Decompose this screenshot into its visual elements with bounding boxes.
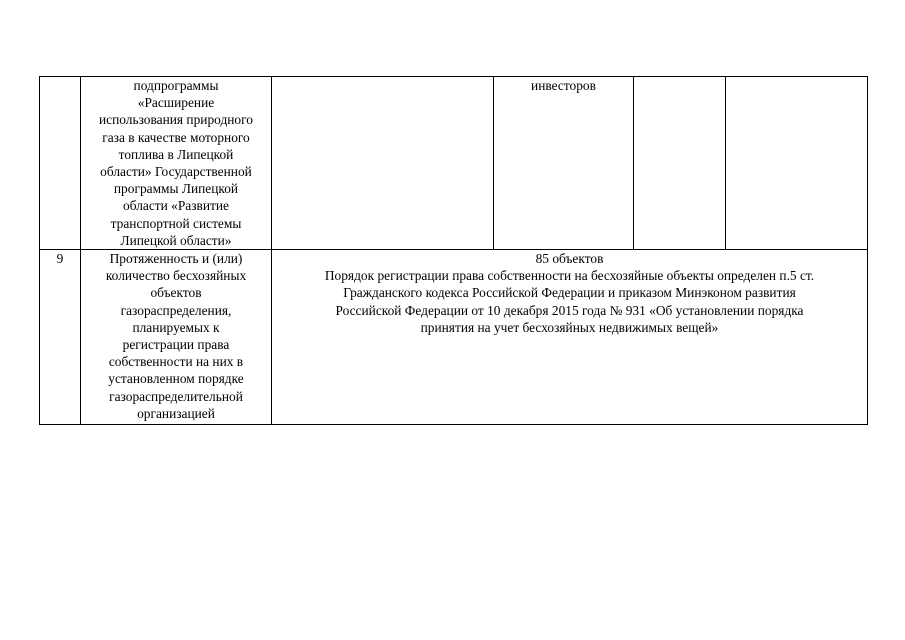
indicator-name-line: Протяженность и (или) [109,251,243,267]
indicator-name-line: программы Липецкой [113,181,239,197]
indicator-name-line: установленном порядке [108,371,244,387]
indicator-name-line: газораспределения, [120,302,232,318]
indicator-name-line: подпрограммы [133,78,219,93]
indicator-name-line: области» Государственной [100,164,252,180]
indicator-name-line: топлива в Липецкой [118,146,234,162]
indicator-name-line: области «Развитие [123,198,229,214]
merged-value-line: 85 объектов [535,251,604,267]
indicator-name-line: Липецкой области» [120,232,232,248]
row-number-cell: 9 [40,250,81,425]
indicator-name-line: планируемых к [132,319,220,335]
funding-source-cell: инвесторов [494,77,634,250]
indicator-name-line: регистрации права [122,337,230,353]
document-table [39,76,868,425]
table-cell [634,77,726,250]
indicator-name-cell [81,250,272,425]
indicator-name-line: количество бесхозяйных [105,268,247,284]
merged-value-line: принятия на учет бесхозяйных недвижимых вещей» [420,319,719,335]
table-cell [272,77,494,250]
indicator-name-line: собственности на них в [108,354,244,370]
row-number-cell [40,77,81,250]
table-row [40,250,868,425]
indicator-name-line: объектов [150,285,202,301]
indicator-name-line: организацией [137,405,215,421]
indicator-name-line: газа в качестве моторного [102,129,250,145]
indicator-name-line: «Расширение [137,95,215,111]
merged-value-cell [272,250,868,425]
indicator-name-cell [81,77,272,250]
merged-value-line: Российской Федерации от 10 декабря 2015 года № 931 «Об установлении порядка [335,302,804,318]
indicator-name-line: газораспределительной [109,388,243,404]
table-cell [726,77,868,250]
indicator-name-line: транспортной системы [110,215,242,231]
table-row [40,77,868,250]
indicator-name-line: использования природного [99,112,253,128]
merged-value-line: Порядок регистрации права собственности на бесхозяйные объекты определен п.5 ст. [324,268,815,284]
merged-value-line: Гражданского кодекса Российской Федерации и приказом Минэконом развития [343,285,796,301]
